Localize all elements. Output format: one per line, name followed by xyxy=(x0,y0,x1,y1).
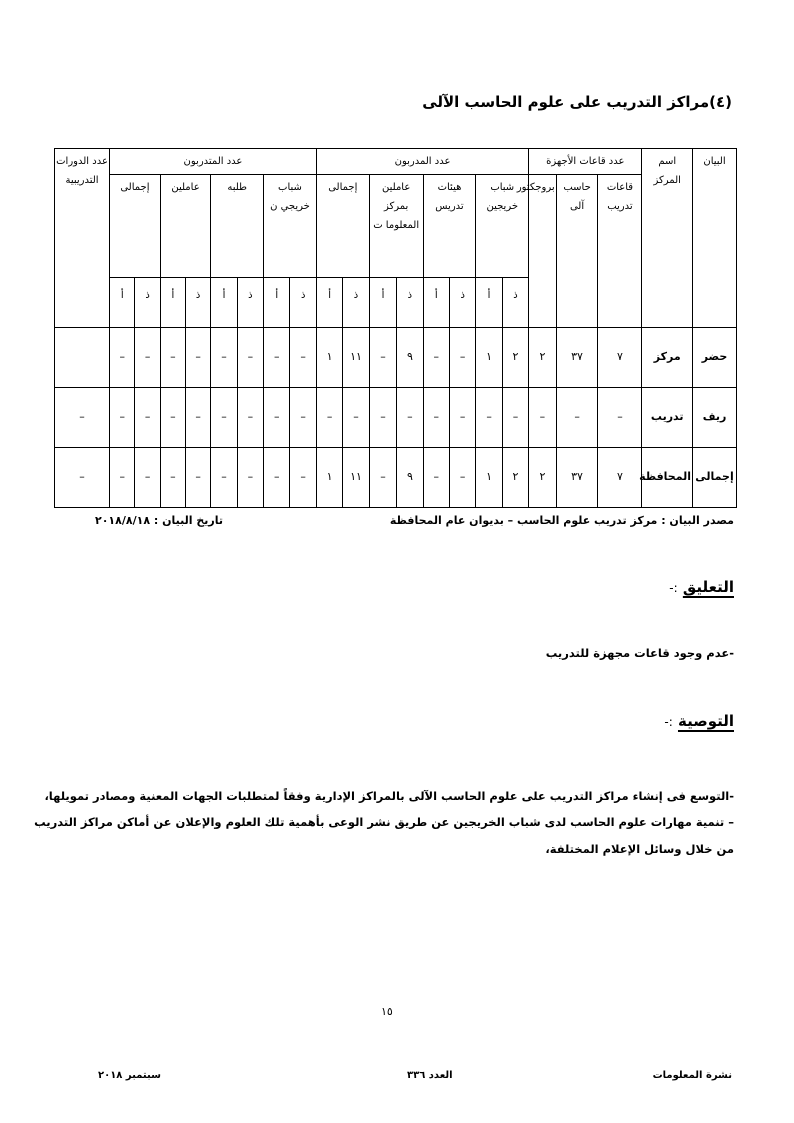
header-center-name: اسم المركز xyxy=(642,149,693,328)
table-cell: – xyxy=(502,388,528,448)
header-courses: عدد الدورات التدريبية xyxy=(55,149,110,328)
recommendation-heading xyxy=(664,712,734,730)
row-center: مركز xyxy=(642,328,693,388)
header-trainers-group: عدد المدربون xyxy=(316,149,528,175)
male-header: ذ xyxy=(135,278,160,328)
table-cell: – xyxy=(264,328,290,388)
recommendation-heading-text: التوصية xyxy=(677,712,734,730)
table-cell: – xyxy=(264,388,290,448)
male-header: ذ xyxy=(343,278,369,328)
comment-heading xyxy=(669,578,734,596)
table-cell: – xyxy=(186,388,211,448)
header-halls-computer: حاسب آلى xyxy=(556,175,598,328)
male-header: ذ xyxy=(237,278,263,328)
table-cell: ٢ xyxy=(529,448,557,508)
table-cell: – xyxy=(397,388,423,448)
header-trainers-graduates: شباب خريجين xyxy=(476,175,529,278)
header-trainees-students: طلبه xyxy=(211,175,264,278)
footer-issue: العدد ٣٣٦ xyxy=(407,1070,453,1081)
table-cell: – xyxy=(449,448,475,508)
header-trainees-total: إجمالى xyxy=(110,175,161,278)
table-cell: – xyxy=(369,328,396,388)
header-trainees-graduates: شباب خريجي ن xyxy=(264,175,317,278)
table-cell: – xyxy=(160,388,185,448)
table-cell: – xyxy=(264,448,290,508)
table-cell: ١١ xyxy=(343,328,369,388)
table-cell: – xyxy=(423,388,449,448)
table-cell: – xyxy=(135,448,160,508)
female-header: أ xyxy=(316,278,342,328)
table-cell: – xyxy=(290,328,316,388)
table-cell: – xyxy=(290,388,316,448)
table-cell: – xyxy=(160,448,185,508)
recommendation-line: من خلال وسائل الإعلام المختلفة، xyxy=(545,842,734,856)
table-cell: – xyxy=(55,388,110,448)
female-header: أ xyxy=(264,278,290,328)
table-cell: – xyxy=(369,448,396,508)
table-cell: ٧ xyxy=(598,328,642,388)
table-cell: ٢ xyxy=(502,328,528,388)
table-cell: – xyxy=(556,388,598,448)
table-cell: – xyxy=(290,448,316,508)
table-cell: – xyxy=(423,448,449,508)
table-cell: – xyxy=(135,328,160,388)
male-header: ذ xyxy=(397,278,423,328)
header-trainees-staff: عاملين xyxy=(160,175,211,278)
header-halls-group: عدد قاعات الأجهزة xyxy=(529,149,642,175)
data-source: مصدر البيان : مركز تدريب علوم الحاسب – بديوان عام المحافظة xyxy=(389,514,734,527)
table-cell: – xyxy=(316,388,342,448)
table-cell: ١ xyxy=(476,448,502,508)
table-cell: – xyxy=(449,328,475,388)
female-header: أ xyxy=(476,278,502,328)
table-cell: – xyxy=(423,328,449,388)
male-header: ذ xyxy=(449,278,475,328)
recommendation-line: -التوسع فى إنشاء مراكز التدريب على علوم الحاسب الآلى بالمراكز الإدارية وفقاً لمتطلبات الجهات المعنية ومصادر تمويلها، xyxy=(44,789,734,803)
table-cell: – xyxy=(598,388,642,448)
table-cell: – xyxy=(237,328,263,388)
header-halls-training: قاعات تدريب xyxy=(598,175,642,328)
header-row-top xyxy=(55,149,737,175)
header-row-middle xyxy=(55,175,737,278)
row-label: إجمالى xyxy=(693,448,737,508)
table-cell: – xyxy=(237,388,263,448)
table-cell: ٣٧ xyxy=(556,328,598,388)
data-date: تاريخ البيان : ٢٠١٨/٨/١٨ xyxy=(95,514,223,527)
table-cell: – xyxy=(237,448,263,508)
row-center: المحافظة xyxy=(642,448,693,508)
table-cell: ١ xyxy=(316,448,342,508)
table-cell: – xyxy=(476,388,502,448)
page-number: ١٥ xyxy=(381,1005,393,1018)
table-row xyxy=(55,448,737,508)
training-centers-table xyxy=(54,148,737,508)
table-cell: ٣٧ xyxy=(556,448,598,508)
table-cell: – xyxy=(369,388,396,448)
table-row xyxy=(55,388,737,448)
table-cell: – xyxy=(160,328,185,388)
table-cell: ١ xyxy=(476,328,502,388)
header-trainees-group: عدد المتدربون xyxy=(110,149,317,175)
table-cell: ٢ xyxy=(502,448,528,508)
table-cell: – xyxy=(55,448,110,508)
table-cell xyxy=(55,328,110,388)
table-cell: – xyxy=(110,328,135,388)
male-header: ذ xyxy=(186,278,211,328)
table-cell: ١ xyxy=(316,328,342,388)
table-cell: – xyxy=(211,328,237,388)
table-cell: – xyxy=(110,388,135,448)
header-trainers-faculty: هيئات تدريس xyxy=(423,175,476,278)
header-halls-projector: بروجكتور xyxy=(529,175,557,328)
comment-heading-text: التعليق xyxy=(682,578,734,596)
table-row xyxy=(55,328,737,388)
footer-date: سبتمبر ٢٠١٨ xyxy=(98,1070,161,1081)
table-cell: – xyxy=(186,448,211,508)
female-header: أ xyxy=(423,278,449,328)
female-header: أ xyxy=(160,278,185,328)
header-trainers-total: إجمالى xyxy=(316,175,369,278)
female-header: أ xyxy=(110,278,135,328)
recommendation-line: – تنمية مهارات علوم الحاسب لدى شباب الخريجين عن طريق نشر الوعى بأهمية تلك العلوم والإعلان عن أماكن مراكز التدريب xyxy=(34,815,734,829)
row-label: ريف xyxy=(693,388,737,448)
female-header: أ xyxy=(369,278,396,328)
comment-line: -عدم وجود قاعات مجهزة للتدريب xyxy=(545,646,734,660)
comment-heading-tail: :- xyxy=(669,581,678,595)
table-cell: – xyxy=(211,388,237,448)
table-cell: – xyxy=(186,328,211,388)
male-header: ذ xyxy=(502,278,528,328)
table-cell: – xyxy=(529,388,557,448)
table-cell: – xyxy=(343,388,369,448)
table-cell: ٩ xyxy=(397,448,423,508)
table-cell: ١١ xyxy=(343,448,369,508)
header-bayan: البيان xyxy=(693,149,737,328)
male-header: ذ xyxy=(290,278,316,328)
table-cell: – xyxy=(110,448,135,508)
row-center: تدريب xyxy=(642,388,693,448)
page-title: (٤)مراكز التدريب على علوم الحاسب الآلى xyxy=(422,93,732,111)
table-cell: ٧ xyxy=(598,448,642,508)
table-cell: – xyxy=(211,448,237,508)
header-trainers-center-staff: عاملين بمركز المعلوما ت xyxy=(369,175,423,278)
female-header: أ xyxy=(211,278,237,328)
recommendation-heading-tail: :- xyxy=(664,715,673,729)
table-cell: ٢ xyxy=(529,328,557,388)
table-cell: – xyxy=(135,388,160,448)
row-label: حضر xyxy=(693,328,737,388)
table-cell: ٩ xyxy=(397,328,423,388)
table-cell: – xyxy=(449,388,475,448)
footer-publication: نشرة المعلومات xyxy=(652,1070,732,1081)
